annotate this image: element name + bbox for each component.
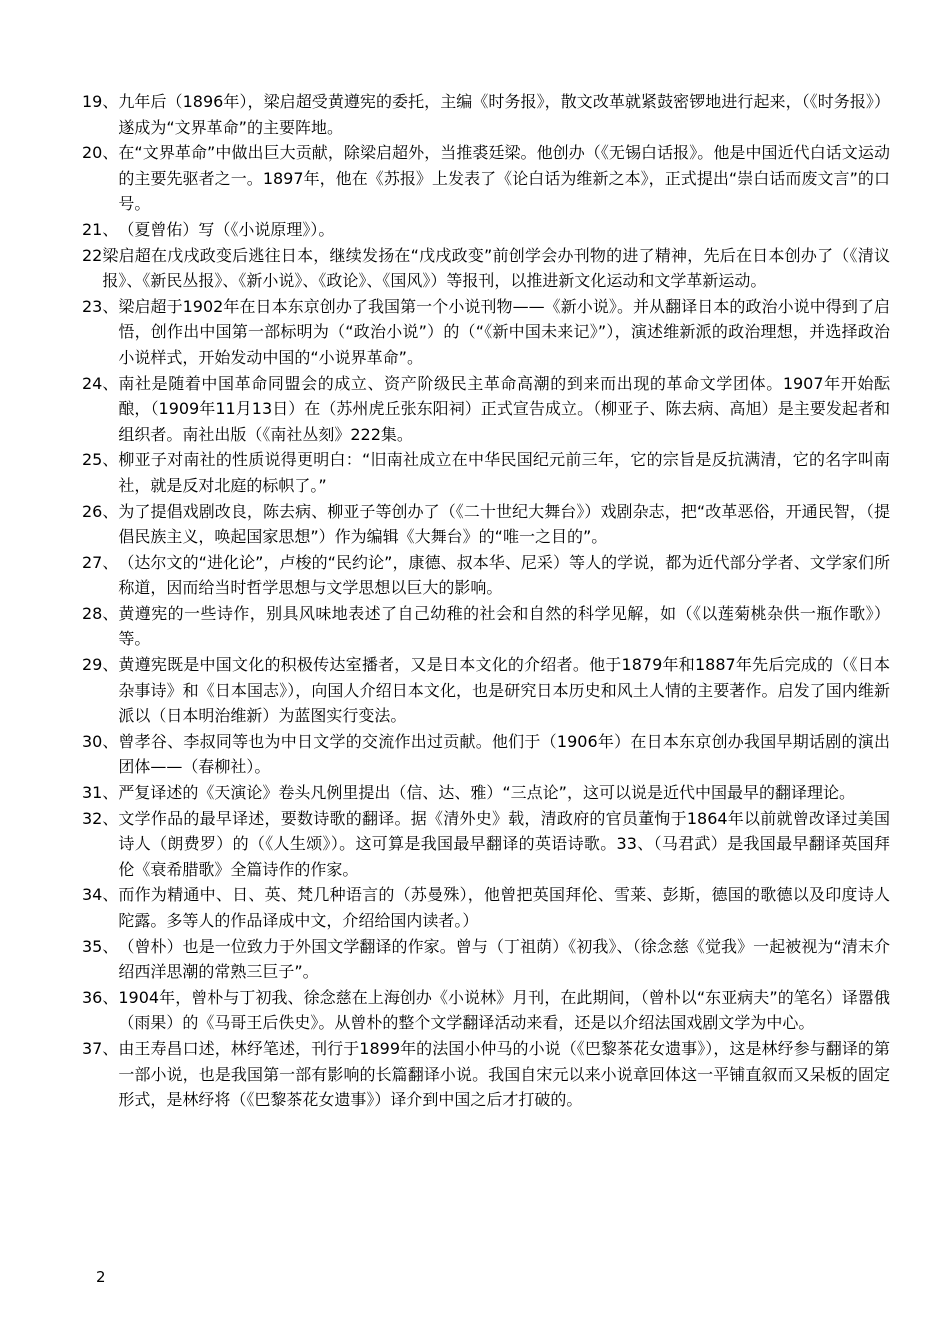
- list-item: [82, 985, 890, 1036]
- list-item: [82, 140, 890, 217]
- item-number: 35、: [82, 936, 119, 956]
- item-number: 30、: [82, 731, 119, 751]
- item-text: 黄遵宪的一些诗作，别具风味地表述了自己幼稚的社会和自然的科学见解，如（《以莲菊桃杂供一瓶作歌》）等。: [118, 603, 890, 649]
- item-number: 28、: [82, 603, 119, 623]
- list-item: [82, 882, 890, 933]
- item-text: （夏曾佑）写（《小说原理》）。: [118, 219, 335, 239]
- item-text: 南社是随着中国革命同盟会的成立、资产阶级民主革命高潮的到来而出现的革命文学团体。1907年开始酝酿，（1909年11月13日）在（苏州虎丘张东阳祠）正式宣告成立。（柳亚子、陈去病、高旭）是主要发起者和组织者。南社出版（《南社丛刻》222集。: [118, 373, 890, 444]
- item-text: 由王寿昌口述，林纾笔述，刊行于1899年的法国小仲马的小说（《巴黎茶花女遗事》），这是林纾参与翻译的第一部小说，也是我国第一部有影响的长篇翻译小说。我国自宋元以来小说章回体这一平铺直叙而又呆板的固定形式，是林纾将（《巴黎茶花女遗事》）译介到中国之后才打破的。: [118, 1038, 890, 1110]
- item-number: 21、: [82, 219, 119, 239]
- list-item: [82, 652, 890, 729]
- item-text: （达尔文的“进化论”，卢梭的“民约论”，康德、叔本华、尼采）等人的学说，都为近代部分学者、文学家们所称道，因而给当时哲学思想与文学思想以巨大的影响。: [118, 552, 890, 598]
- item-text: （曾朴）也是一位致力于外国文学翻译的作家。曾与（丁祖荫）《初我》、（徐念慈《觉我》一起被视为“清末介绍西洋思潮的常熟三巨子”。: [118, 936, 890, 982]
- item-text: 柳亚子对南社的性质说得更明白：“旧南社成立在中华民国纪元前三年，它的宗旨是反抗满清，它的名字叫南社，就是反对北庭的标帜了。”: [118, 450, 890, 495]
- list-item: [82, 499, 890, 550]
- item-number: 34、: [82, 885, 119, 905]
- document-body: [82, 89, 890, 1113]
- list-item: [82, 217, 890, 243]
- list-item: [82, 729, 890, 780]
- item-number: 31、: [82, 783, 119, 803]
- item-number: 19、: [82, 92, 119, 111]
- item-number: 29、: [82, 655, 119, 675]
- list-item: [82, 371, 890, 448]
- item-text: 九年后（1896年），梁启超受黄遵宪的委托，主编《时务报》，散文改革就紧鼓密锣地进行起来，（《时务报》）遂成为“文界革命”的主要阵地。: [118, 92, 890, 137]
- item-text: 梁启超于1902年在日本东京创办了我国第一个小说刊物——《新小说》。并从翻译日本的政治小说中得到了启悟，创作出中国第一部标明为（“政治小说”）的（“《新中国未来记》”），演述维新派的政治理想，并选择政治小说样式，开始发动中国的“小说界革命”。: [118, 296, 890, 367]
- item-text: 严复译述的《天演论》卷头凡例里提出（信、达、雅）“三点论”，这可以说是近代中国最早的翻译理论。: [118, 783, 855, 803]
- item-number: 25、: [82, 450, 119, 470]
- item-number: 27、: [82, 552, 119, 572]
- list-item: [82, 294, 890, 371]
- list-item: [82, 447, 890, 498]
- list-item: [82, 780, 890, 806]
- item-text: 曾孝谷、李叔同等也为中日文学的交流作出过贡献。他们于（1906年）在日本东京创办我国早期话剧的演出团体——（春柳社）。: [118, 731, 890, 777]
- list-item: [82, 934, 890, 985]
- item-text: 而作为精通中、日、英、梵几种语言的（苏曼殊），他曾把英国拜伦、雪莱、彭斯，德国的歌德以及印度诗人陀露。多等人的作品译成中文，介绍给国内读者。）: [118, 885, 890, 930]
- item-number: 26、: [82, 501, 119, 521]
- item-text: 为了提倡戏剧改良，陈去病、柳亚子等创办了（《二十世纪大舞台》）戏剧杂志，把“改革恶俗，开通民智，（提倡民族主义，唤起国家思想”）作为编辑《大舞台》的“唯一之目的”。: [118, 501, 890, 547]
- list-item: [82, 550, 890, 601]
- list-item: [82, 89, 890, 140]
- item-number: 24、: [82, 373, 119, 393]
- list-item: [82, 1036, 890, 1113]
- item-text: 梁启超在戊戌政变后逃往日本，继续发扬在“戊戌政变”前创学会办刊物的进了精神，先后在日本创办了（《清议报》、《新民丛报》、《新小说》、《政论》、《国风》）等报刊，以推进新文化运动和文学革新运动。: [102, 245, 890, 291]
- item-number: 22: [82, 245, 103, 265]
- item-number: 36、: [82, 987, 119, 1007]
- list-item: [82, 601, 890, 652]
- item-number: 20、: [82, 143, 119, 163]
- item-number: 32、: [82, 808, 119, 828]
- page-number: 2: [96, 1268, 106, 1286]
- item-text: 1904年，曾朴与丁初我、徐念慈在上海创办《小说林》月刊，在此期间，（曾朴以“东亚病夫”的笔名）译嚣俄（雨果）的《马哥王后佚史》。从曾朴的整个文学翻译活动来看，还是以介绍法国戏剧文学为中心。: [118, 987, 890, 1033]
- list-item: [82, 806, 890, 883]
- item-text: 在“文界革命”中做出巨大贡献，除梁启超外，当推裘廷梁。他创办（《无锡白话报》。他是中国近代白话文运动的主要先驱者之一。1897年，他在《苏报》上发表了《论白话为维新之本》，正式提出“崇白话而废文言”的口号。: [118, 143, 890, 214]
- item-text: 文学作品的最早译述，要数诗歌的翻译。据《清外史》载，清政府的官员董恂于1864年以前就曾改译过美国诗人（朗费罗）的（《人生颂》）。这可算是我国最早翻译的英语诗歌。33、（马君武）是我国最早翻译英国拜伦《衰希腊歌》全篇诗作的作家。: [118, 808, 890, 879]
- item-number: 37、: [82, 1038, 119, 1058]
- item-text: 黄遵宪既是中国文化的积极传达室播者，又是日本文化的介绍者。他于1879年和1887年先后完成的（《日本杂事诗》和《日本国志》），向国人介绍日本文化，也是研究日本历史和风土人情的主要著作。启发了国内维新派以（日本明治维新）为蓝图实行变法。: [118, 655, 890, 726]
- list-item: [82, 243, 890, 294]
- item-number: 23、: [82, 296, 119, 316]
